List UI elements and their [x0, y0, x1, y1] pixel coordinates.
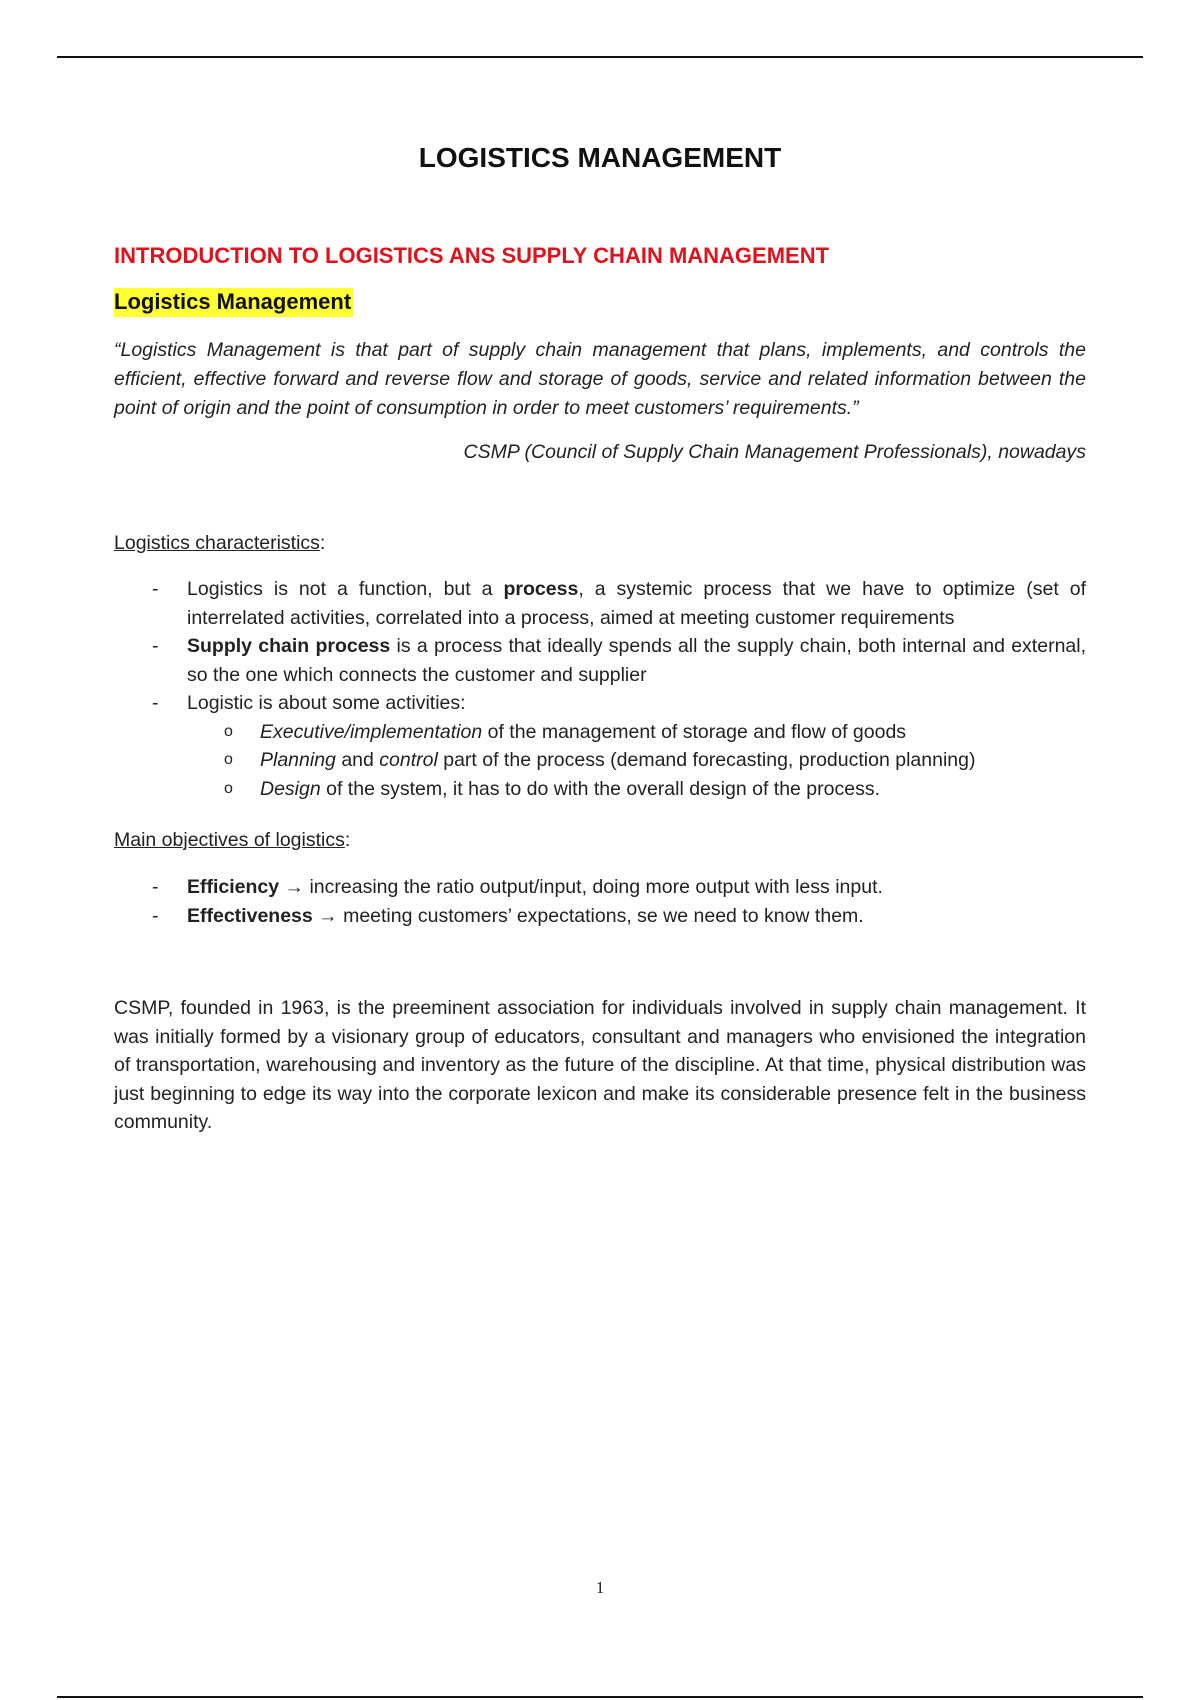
characteristics-list: [114, 575, 1086, 803]
sublist-item: [187, 718, 1086, 747]
circle-bullet: o: [224, 722, 233, 740]
objectives-heading-colon: :: [344, 829, 351, 851]
list-item: [114, 632, 1086, 689]
list-item-text: Logistic is about some activities:: [187, 692, 466, 714]
list-item-bold: process: [503, 578, 579, 600]
list-item-text: , a systemic process that we have to optimize (set of interrelated activities, correlated into a process, aimed at meeting customer requirements: [187, 578, 1086, 629]
list-item-bold: Effectiveness: [187, 904, 313, 927]
definition-quote: “Logistics Management is that part of supply chain management that plans, implements, and controls the efficient, effective forward and reverse flow and storage of goods, service and related information between the point of origin and the point of consumption in order to meet customers’ requirements.”: [114, 339, 1086, 419]
document-title: LOGISTICS MANAGEMENT: [418, 142, 782, 173]
characteristics-heading-text: Logistics characteristics: [114, 532, 320, 554]
csmp-paragraph: CSMP, founded in 1963, is the preeminent association for individuals involved in supply chain management. It was initially formed by a visionary group of educators, consultant and managers who envisioned the integration of transportation, warehousing and inventory as the future of the discipline. At that time, physical distribution was just beginning to edge its way into the corporate lexicon and make its considerable presence felt in the business community.: [114, 997, 1086, 1133]
circle-bullet: o: [224, 751, 233, 768]
section-heading: INTRODUCTION TO LOGISTICS ANS SUPPLY CHAIN MANAGEMENT: [114, 243, 830, 268]
list-item-text: is a process that ideally spends all the supply chain, both internal and external, so the one which connects the customer and supplier: [187, 635, 1087, 686]
list-item: [114, 902, 1086, 931]
characteristics-heading-colon: :: [319, 532, 326, 554]
sublist-item-text: part of the process (demand forecasting, production planning): [437, 749, 976, 771]
list-item: [114, 575, 1086, 632]
list-item-text: increasing the ratio output/input, doing more output with less input.: [309, 876, 883, 898]
page-number: 1: [595, 1578, 605, 1597]
sublist-item: [187, 775, 1086, 804]
sublist-item-text: of the system, it has to do with the overall design of the process.: [320, 777, 880, 800]
arrow-icon: →: [279, 876, 310, 898]
quote-attribution: CSMP (Council of Supply Chain Management Professionals), nowadays: [463, 441, 1086, 463]
activities-sublist: [187, 718, 1086, 804]
sublist-item-italic: Planning: [260, 749, 336, 771]
characteristics-heading: [114, 532, 325, 555]
sublist-item-italic: Executive/implementation: [260, 720, 483, 743]
dash-bullet: -: [152, 904, 159, 927]
objectives-list: [114, 873, 1086, 930]
dash-bullet: -: [152, 635, 159, 657]
arrow-icon: →: [312, 904, 344, 927]
objectives-heading: [114, 829, 350, 852]
list-item: [114, 873, 1086, 902]
objectives-heading-text: Main objectives of logistics: [114, 829, 345, 851]
sublist-item-italic: Design: [260, 777, 321, 800]
dash-bullet: -: [152, 692, 159, 714]
circle-bullet: o: [224, 779, 233, 797]
bottom-rule: [57, 1696, 1143, 1698]
highlighted-subheading: Logistics Management: [114, 288, 353, 317]
list-item: [114, 689, 1086, 803]
list-item-bold: Efficiency: [187, 876, 280, 898]
sublist-item-italic: control: [379, 749, 438, 771]
sublist-item-text: of the management of storage and flow of goods: [482, 720, 907, 743]
list-item-text: meeting customers’ expectations, se we need to know them.: [343, 904, 864, 927]
list-item-text: Logistics is not a function, but a: [187, 578, 504, 600]
sublist-item: [187, 746, 1086, 775]
dash-bullet: -: [152, 876, 159, 898]
list-item-bold: Supply chain process: [187, 635, 391, 657]
dash-bullet: -: [152, 578, 159, 600]
top-rule: [57, 56, 1143, 58]
sublist-item-text: and: [335, 749, 380, 771]
